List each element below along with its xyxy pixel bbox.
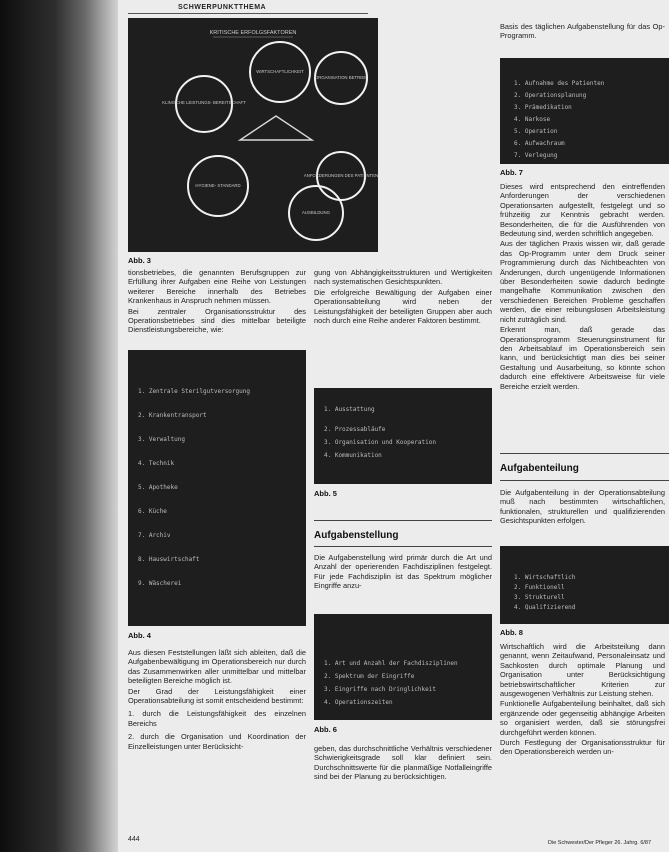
figure-3-diagram xyxy=(128,18,378,252)
column-2-text-top xyxy=(314,268,492,326)
paragraph: Der Grad der Leistungsfähigkeit einer Operationsabteilung ist somit entscheidend bestimmt: xyxy=(128,686,306,706)
book-gutter-fold xyxy=(100,0,118,852)
circle-label: HYGIENE- STANDARD xyxy=(195,183,241,188)
aufgabenteilung-text xyxy=(500,488,665,527)
paragraph: tionsbetriebes, die genannten Berufsgruppen zur Erfüllung ihrer Aufgaben eine Reihe von Leistungen weiterer Bereiche innerhalb des Betriebes Krankenhaus in Anspruch nehmen müssen. xyxy=(128,268,306,306)
list-item: 5. Apotheke xyxy=(138,484,178,491)
list-item: 3. Verwaltung xyxy=(138,436,185,443)
paragraph: geben, das durchschnittliche Verhältnis verschiedener Schwierigkeitsgrade soll klar definiert sein. Durchschnittswerte für die planmäßige Notfalleingriffe sind bei der Planung zu berücksichtigen. xyxy=(314,744,492,782)
paragraph: Die Aufgabenteilung in der Operationsabteilung muß nach bestimmten wirtschaftlichen, funktionalen, strukturellen und qualifizierenden Gesichtspunkten erfolgen. xyxy=(500,488,665,526)
list-item: 7. Archiv xyxy=(138,532,171,539)
section-rule xyxy=(314,520,492,521)
list-item: 8. Hauswirtschaft xyxy=(138,556,200,563)
list-item: 4. Narkose xyxy=(514,116,551,123)
list-item: 6. Aufwachraum xyxy=(514,140,565,147)
success-factors-diagram xyxy=(128,18,378,252)
document-page xyxy=(118,0,669,852)
paragraph: Die Aufgabenstellung wird primär durch die Art und Anzahl der operierenden Fachdisziplinen festgelegt. Für jede Fachdisziplin ist das Spektrum möglicher Eingriffe anzu- xyxy=(314,553,492,591)
paragraph: 2. durch die Organisation und Koordination der Einzelleistungen unter Berücksicht- xyxy=(128,732,306,751)
center-triangle xyxy=(240,116,312,140)
figure-7-panel xyxy=(500,58,669,164)
journal-footer: Die Schwester/Der Pfleger 26. Jahrg. 6/87 xyxy=(548,840,652,846)
list-item: 6. Küche xyxy=(138,508,167,515)
list-item: 4. Kommunikation xyxy=(324,452,382,459)
paragraph: Die erfolgreiche Bewältigung der Aufgaben einer Operationsabteilung wird neben der Leistungsfähigkeit der beteiligten Gruppen aber auch noch durch eine Reihe anderer Faktoren bestimmt. xyxy=(314,287,492,326)
figure-8-list xyxy=(514,574,664,614)
list-item: 3. Organisation und Kooperation xyxy=(324,439,436,446)
figure-6-list xyxy=(324,660,484,712)
figure-8-panel xyxy=(500,546,669,624)
column-1-text-top xyxy=(128,268,306,336)
list-item: 4. Technik xyxy=(138,460,175,467)
circle-label: ORGANISATION BETRIEB xyxy=(314,75,368,80)
running-title: SCHWERPUNKTTHEMA xyxy=(178,4,267,11)
list-item: 2. Spektrum der Eingriffe xyxy=(324,673,415,680)
paragraph: Aus diesen Feststellungen läßt sich ableiten, daß die Aufgabenbewältigung im Operationsbereich nur durch das Zusammenwirken aller unmittelbar und mittelbar beteiligten Bereiche möglich ist. xyxy=(128,648,306,686)
list-item: 1. Ausstattung xyxy=(324,406,375,413)
paragraph: Durch Festlegung der Organisationsstruktur für den Operationsbereich werden un- xyxy=(500,738,665,757)
list-item: 2. Krankentransport xyxy=(138,412,207,419)
list-item: 1. Aufnahme des Patienten xyxy=(514,80,605,87)
figure-8-caption: Abb. 8 xyxy=(500,628,523,637)
book-gutter-shadow xyxy=(0,0,100,852)
paragraph: Wirtschaftlich wird die Arbeitsteilung dann genannt, wenn Zeitaufwand, Personaleinsatz und Sachkosten durch optimale Planung und Organisation unter Berücksichtigung betriebswirtschaftlicher Kriterien zur ausgewogenen Verhältnis zur Leistung stehen. xyxy=(500,642,665,699)
figure-4-list xyxy=(138,388,298,604)
diagram-title: KRITISCHE ERFOLGSFAKTOREN xyxy=(209,30,297,36)
list-item: 4. Qualifizierend xyxy=(514,604,576,611)
page-number: 444 xyxy=(128,836,140,843)
figure-7-caption: Abb. 7 xyxy=(500,168,523,177)
header-rule xyxy=(128,13,368,14)
section-heading-aufgabenstellung: Aufgabenstellung xyxy=(314,530,399,541)
list-item: 1. Zentrale Sterilgutversorgung xyxy=(138,388,250,395)
column-3-text-bottom xyxy=(500,642,665,758)
paragraph: Basis des täglichen Aufgabenstellung für das Op-Programm. xyxy=(500,22,665,41)
aufgabenstellung-text xyxy=(314,553,492,592)
figure-6-caption: Abb. 6 xyxy=(314,725,337,734)
section-rule xyxy=(314,546,492,547)
paragraph: Bei zentraler Organisationsstruktur des Operationsbetriebes sind dies mittelbar beteiligte Dienstleistungsbereiche, wie: xyxy=(128,306,306,335)
figure-4-panel xyxy=(128,350,306,626)
paragraph: Aus der täglichen Praxis wissen wir, daß gerade das Op-Programm unter dem Druck seiner Programmierung durch das Nichtbeachten von Änderungen, durch ungenügende Informationen über Besonderheiten sowie dadurch bedingte mangelhafte Kommunikation zwischen den verschiedenen Bereichen Probleme geschaffen werden, die einer reibungslosen Arbeitsleistung nicht zuträglich sind. xyxy=(500,239,665,324)
column-2-text-bottom xyxy=(314,744,492,783)
figure-5-list xyxy=(324,406,484,465)
list-item: 3. Eingriffe nach Dringlichkeit xyxy=(324,686,436,693)
column-3-text-top xyxy=(500,22,665,42)
column-3-text-mid xyxy=(500,182,665,392)
figure-5-panel xyxy=(314,388,492,484)
figure-3-caption: Abb. 3 xyxy=(128,256,151,265)
paragraph: Erkennt man, daß gerade das Operationsprogramm Steuerungsinstrument für den Arbeitsablauf im Operationsbereich sein kann, und berücksichtigt man dies bei seiner Gestaltung und Ausarbeitung, so könnte schon dadurch eine effektivere Arbeitsweise für viele Bereiche erzielt werden. xyxy=(500,325,665,391)
column-1-text-bottom xyxy=(128,648,306,752)
circle-label: ANFORDERUNGEN DES PATIENTEN xyxy=(303,173,378,178)
section-heading-aufgabenteilung: Aufgabenteilung xyxy=(500,463,579,474)
paragraph: Dieses wird entsprechend den eintreffenden Anforderungen der verschiedenen Operationsarten aufgestellt, festgelegt und so frühzeitig zur Kenntnis gebracht werden. Besonderheiten, die für die Ausführenden von Bedeutung sind, werden schriftlich angegeben. xyxy=(500,182,665,239)
list-item: 2. Operationsplanung xyxy=(514,92,587,99)
list-item: 9. Wäscherei xyxy=(138,580,182,587)
paragraph: gung von Abhängigkeitsstrukturen und Wertigkeiten nach systematischen Gesichtspunkten. xyxy=(314,268,492,287)
figure-5-caption: Abb. 5 xyxy=(314,489,337,498)
figure-7-list xyxy=(514,80,664,164)
list-item: 4. Operationszeiten xyxy=(324,699,393,706)
figure-6-panel xyxy=(314,614,492,720)
section-rule xyxy=(500,453,669,454)
circle-label: KLINISCHE LEISTUNGS- BEREITSCHAFT xyxy=(162,100,246,105)
list-item: 2. Prozessabläufe xyxy=(324,426,386,433)
list-item: 2. Funktionell xyxy=(514,584,565,591)
circle-label: AUSBILDUNG xyxy=(302,210,330,215)
list-item: 7. Verlegung xyxy=(514,152,558,159)
list-item: 1. Wirtschaftlich xyxy=(514,574,576,581)
paragraph: Funktionelle Aufgabenteilung beinhaltet, daß sich ergänzende oder gegenseitig abhängige Arbeiten so organisiert werden, daß sie störungsfrei durchgeführt werden können. xyxy=(500,699,665,737)
list-item: 3. Strukturell xyxy=(514,594,565,601)
list-item: 1. Art und Anzahl der Fachdisziplinen xyxy=(324,660,458,667)
paragraph: 1. durch die Leistungsfähigkeit des einzelnen Bereichs xyxy=(128,709,306,728)
list-item: 3. Prämedikation xyxy=(514,104,572,111)
section-rule xyxy=(500,480,669,481)
list-item: 5. Operation xyxy=(514,128,558,135)
circle-label: WIRTSCHAFTLICHKEIT xyxy=(256,69,304,74)
figure-4-caption: Abb. 4 xyxy=(128,631,151,640)
